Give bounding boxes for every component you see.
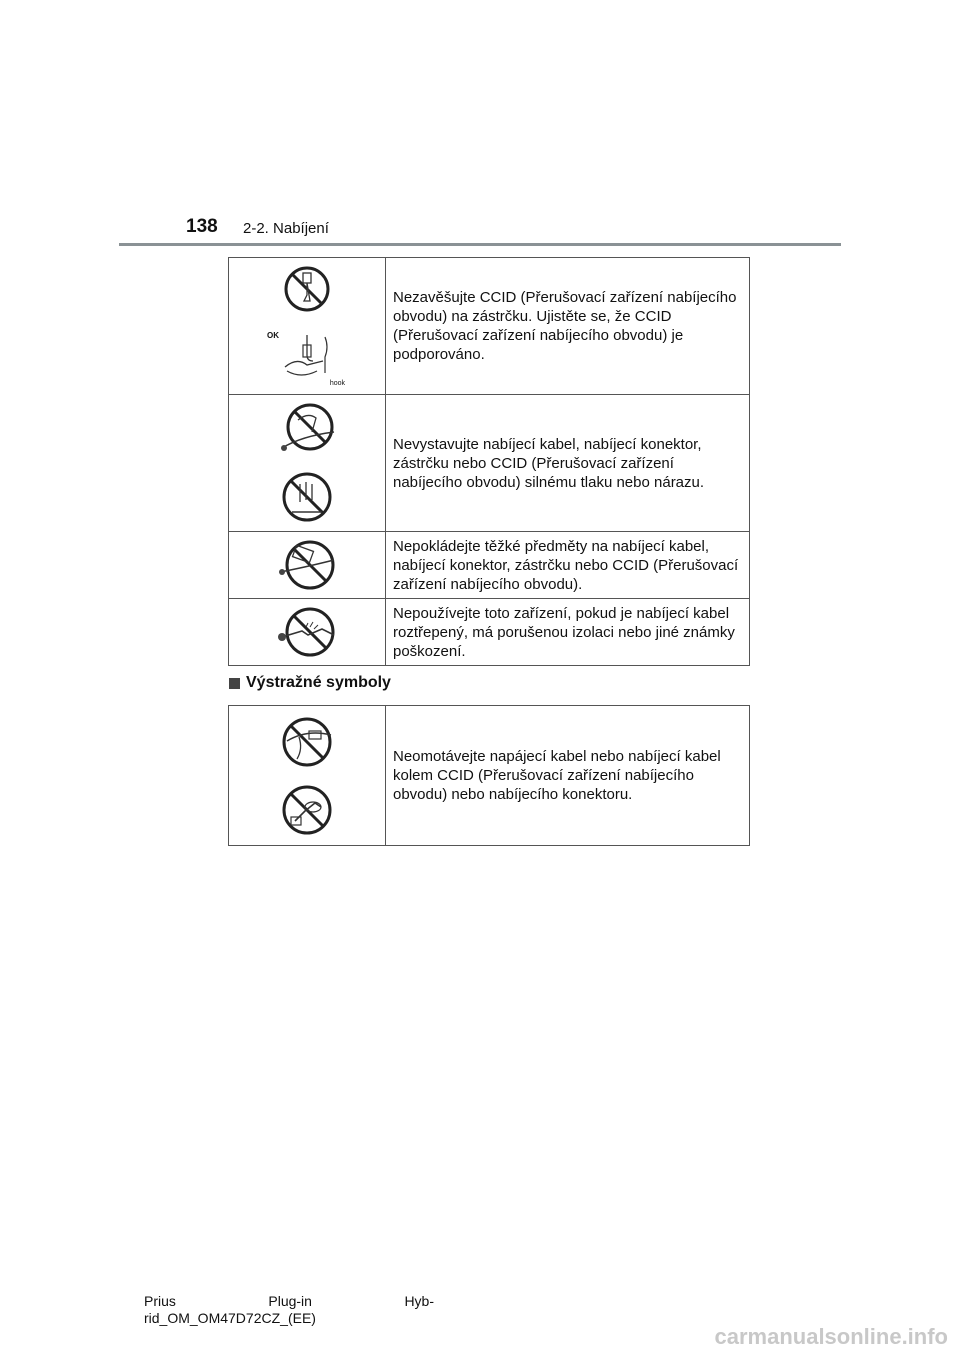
table-row <box>229 395 750 532</box>
no-heavy-objects-icon <box>272 538 342 592</box>
ok-label: OK <box>267 331 279 340</box>
no-stepping-cable-icon <box>272 402 342 456</box>
no-impact-icon <box>280 470 334 524</box>
no-hanging-ccid-icon <box>272 265 342 313</box>
warning-symbols-table <box>228 705 750 846</box>
section-title: 2-2. Nabíjení <box>243 220 329 237</box>
warning-symbols-heading <box>229 674 391 692</box>
header-rule <box>119 243 841 246</box>
page-footer <box>144 1293 434 1327</box>
watermark: carmanualsonline.info <box>714 1324 948 1349</box>
footer-hyb: Hyb- <box>404 1293 434 1309</box>
warning-text: Nevystavujte nabíjecí kabel, nabíjecí konektor, zástrčku nebo CCID (Přerušovací zařízení nabíjecího obvodu) silnému tlaku nebo nárazu. <box>386 395 750 532</box>
footer-variant: Plug-in <box>268 1293 312 1309</box>
warning-text: Nepoužívejte toto zařízení, pokud je nabíjecí kabel roztřepený, má porušenou izolaci nebo jiné známky poškození. <box>386 599 750 666</box>
footer-doc-id: rid_OM_OM47D72CZ_(EE) <box>144 1310 316 1326</box>
warning-text: Nepokládejte těžké předměty na nabíjecí kabel, nabíjecí konektor, zástrčku nebo CCID (Přerušovací zařízení nabíjecího obvodu). <box>386 532 750 599</box>
table-row <box>229 532 750 599</box>
no-damaged-cable-icon <box>272 605 342 659</box>
no-wrapping-connector-icon <box>277 783 337 837</box>
table-row <box>229 706 750 846</box>
table-row <box>229 258 750 395</box>
footer-model: Prius <box>144 1293 176 1309</box>
page-header <box>0 0 960 260</box>
hand-holding-icon <box>267 327 347 387</box>
hook-label: hook <box>329 380 345 387</box>
no-wrapping-cable-icon <box>277 715 337 769</box>
warning-text: Neomotávejte napájecí kabel nebo nabíjecí kabel kolem CCID (Přerušovací zařízení nabíjecího obvodu) nebo nabíjecího konektoru. <box>386 706 750 846</box>
ccid-supported-hook-icon <box>267 327 347 387</box>
caution-table <box>228 257 750 666</box>
warning-text: Nezavěšujte CCID (Přerušovací zařízení nabíjecího obvodu) na zástrčku. Ujistěte se, že CCID (Přerušovací zařízení nabíjecího obvodu) je podporováno. <box>386 258 750 395</box>
square-bullet-icon <box>229 678 240 689</box>
page-number: 138 <box>186 216 218 237</box>
table-row <box>229 599 750 666</box>
heading-label: Výstražné symboly <box>246 674 391 691</box>
